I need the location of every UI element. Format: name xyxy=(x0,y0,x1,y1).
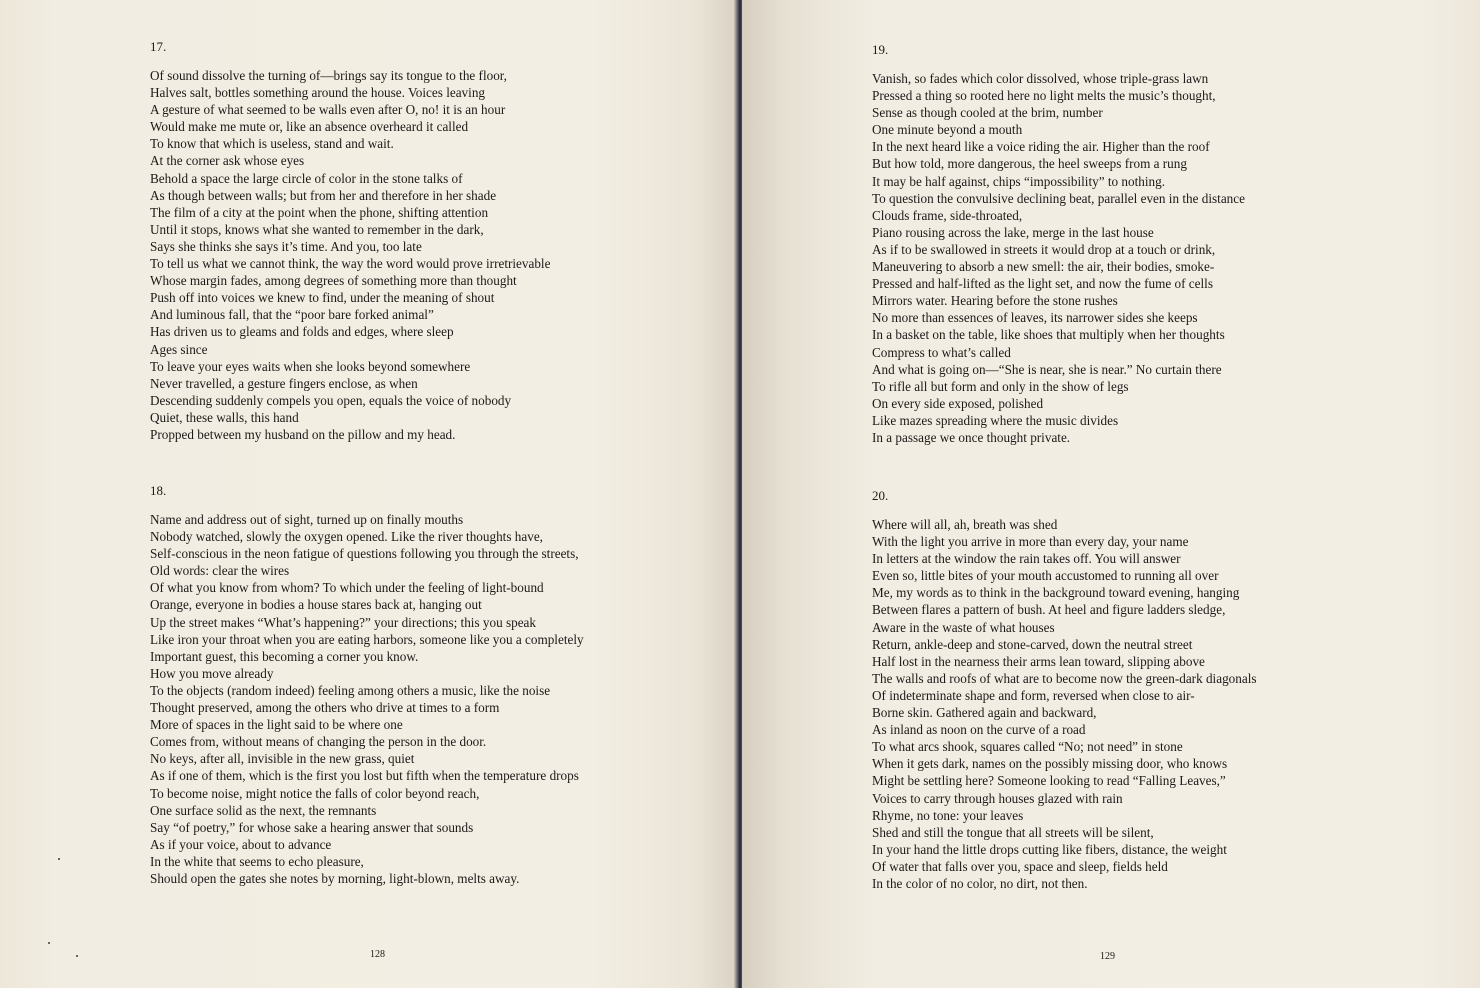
poem-line: It may be half against, chips “impossibility” to nothing. xyxy=(872,173,1166,189)
poem-line: Rhyme, no tone: your leaves xyxy=(872,807,1024,823)
section-number: 18. xyxy=(150,483,167,498)
poem-line: To know that which is useless, stand and wait. xyxy=(150,136,394,152)
poem-lines xyxy=(872,516,1257,892)
poem-line: Push off into voices we knew to find, under the meaning of shout xyxy=(150,290,495,306)
poem-line: Name and address out of sight, turned up on finally mouths xyxy=(150,512,464,527)
poem-line: In the white that seems to echo pleasure, xyxy=(150,853,364,869)
poem-line: Compress to what’s called xyxy=(872,344,1011,360)
poem-line: Vanish, so fades which color dissolved, whose triple-grass lawn xyxy=(872,71,1209,86)
poem-line: To the objects (random indeed) feeling among others a music, like the noise xyxy=(150,682,551,698)
poem-line: Clouds frame, side-throated, xyxy=(872,207,1023,223)
poem-line: No keys, after all, invisible in the new grass, quiet xyxy=(150,751,415,767)
poem-line: The film of a city at the point when the phone, shifting attention xyxy=(150,204,489,220)
paper-speck xyxy=(76,955,78,957)
poem-line: Sense as though cooled at the brim, number xyxy=(872,105,1103,121)
poem-line: Would make me mute or, like an absence overheard it called xyxy=(150,119,469,135)
poem-line: Ages since xyxy=(150,341,208,357)
poem-line: In a basket on the table, like shoes that multiply when her thoughts xyxy=(872,327,1225,343)
poem-section-19 xyxy=(872,41,1245,446)
poem-line: But how told, more dangerous, the heel sweeps from a rung xyxy=(872,156,1187,172)
poem-line: No more than essences of leaves, its narrower sides she keeps xyxy=(872,310,1198,326)
poem-line: Should open the gates she notes by morning, light-blown, melts away. xyxy=(150,870,520,886)
poem-line: On every side exposed, polished xyxy=(872,395,1044,411)
poem-line: And what is going on—“She is near, she is near.” No curtain there xyxy=(872,361,1222,377)
poem-line: Never travelled, a gesture fingers enclose, as when xyxy=(150,375,418,391)
poem-line: In your hand the little drops cutting like fibers, distance, the weight xyxy=(872,841,1227,857)
poem-line: Self-conscious in the neon fatigue of questions following you through the streets, xyxy=(150,546,579,562)
poem-line: Shed and still the tongue that all streets will be silent, xyxy=(872,824,1154,840)
poem-line: Of what you know from whom? To which under the feeling of light-bound xyxy=(150,580,544,596)
poem-line: Return, ankle-deep and stone-carved, down the neutral street xyxy=(872,636,1193,652)
poem-line: Me, my words as to think in the background toward evening, hanging xyxy=(872,585,1240,601)
poem-line: With the light you arrive in more than every day, your name xyxy=(872,534,1189,550)
poem-line: When it gets dark, names on the possibly missing door, who knows xyxy=(872,756,1228,772)
poem-line: Borne skin. Gathered again and backward, xyxy=(872,705,1097,721)
section-number: 19. xyxy=(872,42,889,57)
poem-line: To tell us what we cannot think, the way the word would prove irretrievable xyxy=(150,256,551,272)
poem-line: One minute beyond a mouth xyxy=(872,122,1023,138)
poem-line: Mirrors water. Hearing before the stone rushes xyxy=(872,293,1118,309)
poem-section-20 xyxy=(872,487,1257,892)
poem-line: More of spaces in the light said to be where one xyxy=(150,717,403,733)
poem-line: Thought preserved, among the others who drive at times to a form xyxy=(150,700,500,716)
poem-section-18 xyxy=(150,482,584,887)
poem-line: To rifle all but form and only in the show of legs xyxy=(872,378,1129,394)
poem-line: Up the street makes “What’s happening?” your directions; this you speak xyxy=(150,614,536,630)
poem-line: Behold a space the large circle of color in the stone talks of xyxy=(150,170,463,186)
left-page xyxy=(0,0,738,988)
poem-line: Of sound dissolve the turning of—brings say its tongue to the floor, xyxy=(150,68,507,83)
poem-line: Piano rousing across the lake, merge in the last house xyxy=(872,224,1154,240)
poem-line: Pressed a thing so rooted here no light melts the music’s thought, xyxy=(872,88,1216,104)
poem-line: Aware in the waste of what houses xyxy=(872,619,1055,635)
page-number: 129 xyxy=(1100,951,1115,962)
poem-line: In the color of no color, no dirt, not then. xyxy=(872,875,1088,891)
poem-line: Until it stops, knows what she wanted to remember in the dark, xyxy=(150,221,484,237)
poem-line: Where will all, ah, breath was shed xyxy=(872,517,1058,532)
poem-line: Of water that falls over you, space and sleep, fields held xyxy=(872,858,1168,874)
poem-line: The walls and roofs of what are to become now the green-dark diagonals xyxy=(872,670,1257,686)
poem-line: Of indeterminate shape and form, reversed when close to air- xyxy=(872,687,1195,703)
poem-line: Half lost in the nearness their arms lean toward, slipping above xyxy=(872,653,1205,669)
poem-line: Comes from, without means of changing the person in the door. xyxy=(150,734,487,750)
poem-line: Propped between my husband on the pillow and my head. xyxy=(150,426,456,442)
poem-line: As though between walls; but from her and therefore in her shade xyxy=(150,187,497,203)
poem-line: In a passage we once thought private. xyxy=(872,429,1071,445)
poem-line: As if to be swallowed in streets it would drop at a touch or drink, xyxy=(872,241,1216,257)
section-number: 17. xyxy=(150,39,167,54)
poem-line: Descending suddenly compels you open, equals the voice of nobody xyxy=(150,392,512,408)
poem-line: At the corner ask whose eyes xyxy=(150,153,305,169)
section-number: 20. xyxy=(872,488,889,503)
poem-line: As inland as noon on the curve of a road xyxy=(872,722,1086,738)
poem-line: As if one of them, which is the first you lost but fifth when the temperature drops xyxy=(150,768,579,784)
poem-line: Whose margin fades, among degrees of something more than thought xyxy=(150,273,517,289)
poem-line: Nobody watched, slowly the oxygen opened. Like the river thoughts have, xyxy=(150,529,543,545)
poem-line: As if your voice, about to advance xyxy=(150,836,332,852)
poem-lines xyxy=(150,511,584,887)
poem-line: Say “of poetry,” for whose sake a hearing answer that sounds xyxy=(150,819,474,835)
poem-line: One surface solid as the next, the remnants xyxy=(150,802,377,818)
poem-lines xyxy=(872,70,1245,446)
poem-line: To leave your eyes waits when she looks beyond somewhere xyxy=(150,358,471,374)
poem-line: Like mazes spreading where the music divides xyxy=(872,412,1119,428)
poem-line: Orange, everyone in bodies a house stares back at, hanging out xyxy=(150,597,482,613)
poem-line: And luminous fall, that the “poor bare forked animal” xyxy=(150,307,434,323)
poem-line: In letters at the window the rain takes off. You will answer xyxy=(872,551,1181,567)
poem-section-17 xyxy=(150,38,550,443)
poem-line: Has driven us to gleams and folds and edges, where sleep xyxy=(150,324,454,340)
poem-line: Like iron your throat when you are eating harbors, someone like you a completely xyxy=(150,631,584,647)
page-number: 128 xyxy=(370,949,385,960)
poem-line: Halves salt, bottles something around the house. Voices leaving xyxy=(150,85,486,101)
poem-line: Even so, little bites of your mouth accustomed to running all over xyxy=(872,568,1219,584)
poem-line: Might be settling here? Someone looking to read “Falling Leaves,” xyxy=(872,773,1226,789)
poem-line: To become noise, might notice the falls of color beyond reach, xyxy=(150,785,480,801)
paper-speck xyxy=(48,942,50,944)
poem-line: In the next heard like a voice riding the air. Higher than the roof xyxy=(872,139,1210,155)
poem-line: Old words: clear the wires xyxy=(150,563,290,579)
right-page xyxy=(742,0,1480,988)
poem-line: To question the convulsive declining beat, parallel even in the distance xyxy=(872,190,1245,206)
poem-line: Quiet, these walls, this hand xyxy=(150,409,299,425)
poem-line: Pressed and half-lifted as the light set, and now the fume of cells xyxy=(872,276,1213,292)
poem-line: Important guest, this becoming a corner you know. xyxy=(150,648,419,664)
poem-line: A gesture of what seemed to be walls even after O, no! it is an hour xyxy=(150,102,506,118)
poem-line: Says she thinks she says it’s time. And you, too late xyxy=(150,238,422,254)
poem-line: Voices to carry through houses glazed with rain xyxy=(872,790,1123,806)
poem-line: How you move already xyxy=(150,665,274,681)
poem-line: Between flares a pattern of bush. At heel and figure ladders sledge, xyxy=(872,602,1226,618)
poem-lines xyxy=(150,67,550,443)
poem-line: To what arcs shook, squares called “No; not need” in stone xyxy=(872,739,1183,755)
paper-speck xyxy=(58,858,60,860)
poem-line: Maneuvering to absorb a new smell: the air, their bodies, smoke- xyxy=(872,259,1215,275)
